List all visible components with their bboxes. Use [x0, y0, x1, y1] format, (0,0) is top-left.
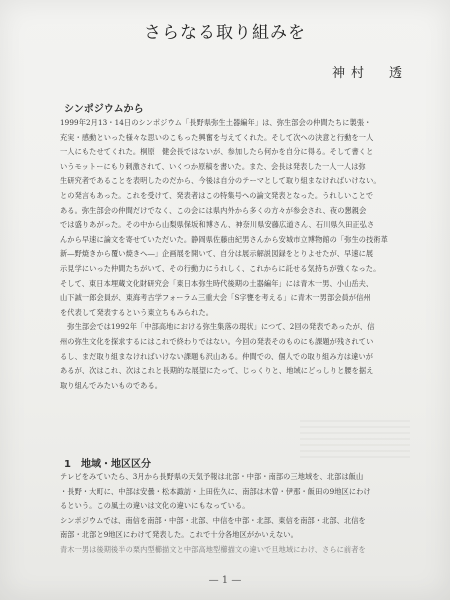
text-line: を代表して発表するという東立ちもみられた。: [60, 307, 214, 317]
author-name: 神村 透: [331, 66, 408, 81]
text-line: 取り組んでみたいものである。: [60, 380, 163, 390]
text-line: 山下誠一郎会員が、東海考古学フォーラム三重大会「S字甕を考える」に青木一男部会員が信州: [60, 293, 371, 303]
page-title: さらなる取り組みを: [144, 23, 306, 43]
text-line: ある。弥生部会の仲間だけでなく、この会には県内外から多くの方々が参会され、夜の懇親会: [60, 205, 367, 215]
text-line: ・長野・大町に、中部は安曇・松本諏訪・上田佐久に、南部は木曽・伊那・飯田の9地区にわけ: [60, 486, 371, 496]
text-line: んから早速に論文を寄せていただいた。静岡県佐藤由紀男さんから安城市立博物館の「弥生の技術革: [60, 234, 388, 244]
show-through-text: [300, 420, 410, 460]
section-heading-symposium: シンポジウムから: [64, 104, 144, 115]
text-line: 弥生部会では1992年「中部高地における弥生集落の現状」につて、2回の発表であったが、信: [60, 322, 375, 332]
text-line: 州の弥生文化を探求するにはこれで終わりではない。今回の発表そのものにも課題が残されてい: [60, 336, 374, 346]
text-line: いうモットーにもり刺激されて、いくつか原稿を書いた。また、会長は発表した一人一人は弥: [60, 161, 366, 171]
text-line: との発言もあった。これを受けて、発表者はこの特集号への論文発表となった。うれしいことで: [60, 190, 374, 200]
text-line: 生研究者であることを表明したのだから、今後は自分のテーマとして取り組まなければいけない。: [60, 176, 381, 186]
text-line: では盛りあがった。その中から山梨県保坂和博さん、神奈川県安藤広道さん、石川県久田正弘さ: [60, 220, 375, 230]
text-line: るし、まだ取り組まなければいけない課題も沢山ある。仲間での、個人での取り組み方は違いが: [60, 351, 374, 361]
section-body-symposium: [60, 116, 405, 393]
text-line: 充実・感動といった様々な思いのこもった興奮を与えてくれた。そして次への決意と行動を一人: [60, 132, 374, 142]
section-heading-region: 1 地域・地区区分: [64, 459, 151, 470]
text-line: 示見学にいった仲間たちがいて、その行動力にうれしく、これからに託せる気持ちが強くなった。: [60, 263, 381, 273]
text-line: あるが、次はこれ、次はこれと長期的な展望にたって、じっくりと、地域にどっしりと腰を据え: [60, 366, 374, 376]
text-line: そして、東日本埋蔵文化財研究会「東日本弥生時代後期の土器編年」には青木一男、小山岳夫、: [60, 278, 374, 288]
page-number: — 1 —: [208, 575, 242, 586]
text-line: 一人にもたせてくれた。桐原 健会長ではないが、参加したら何かを自分に得る。そして書くと: [60, 147, 374, 157]
section-body-region: [60, 470, 405, 558]
text-line: 新―野焼きから覆い焼きへ―」企画展を開いて、自分は展示解説図録をとりよせたが、早速に展: [60, 249, 374, 259]
text-line: 青木一男は後期後半の栗内型櫛描文と中部高地型櫛描文の違いで旦地域にわけ、さらに前者を: [60, 544, 366, 554]
text-line: 南部・北部と9地区にわけて発表した。これで十分各地区がかいえない。: [60, 530, 298, 540]
text-line: テレビをみていたら、3月から長野県の天気予報は北部・中部・南部の三地域を、北部は飯山: [60, 472, 364, 481]
text-line: シンポジウムでは、南信を南部・中部・北部、中信を中部・北部、東信を南部・北部、北信を: [60, 515, 366, 525]
text-line: 1999年2月13・14日のシンポジウム「長野県弥生土器編年」は、弥生部会の仲間たちに製張・: [60, 118, 372, 127]
text-line: るという。この風土の違いは文化の違いにもなっている。: [60, 501, 250, 511]
